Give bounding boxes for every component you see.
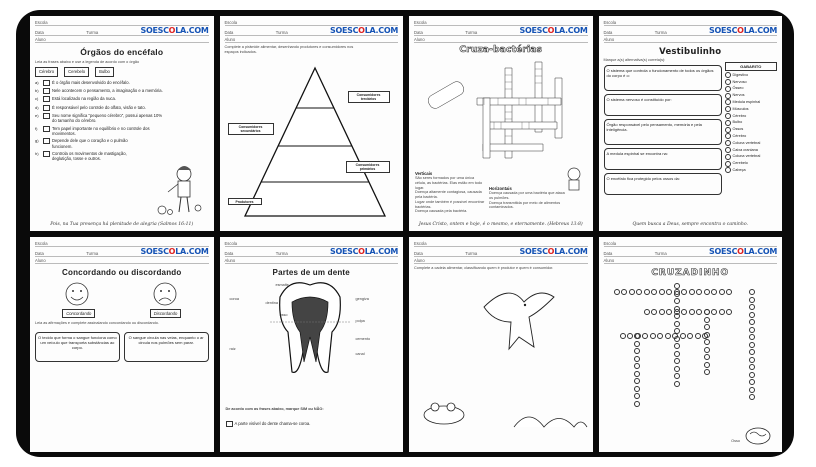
letter-circle[interactable] [621, 289, 627, 295]
letter-circle[interactable] [726, 309, 732, 315]
header-data-turma: Data Turma SOESCOLA.COM [35, 25, 209, 35]
letter-circle[interactable] [636, 289, 642, 295]
header-data-turma: Data Turma SOESCOLA.COM [224, 246, 398, 256]
radio-circle[interactable] [725, 161, 731, 167]
letter-circle[interactable] [704, 289, 710, 295]
letter-circle[interactable] [674, 358, 680, 364]
agree-face-icon [62, 281, 92, 309]
letter-circle[interactable] [644, 289, 650, 295]
label-produtores: Produtores [228, 198, 262, 205]
letter-circle[interactable] [674, 336, 680, 342]
worksheet-partes-dente: Escola Data Turma SOESCOLA.COM Aluno Partes de um dente esmalte dentina gengiva polpa raiz coroa cemento canal osso De acordo com as frases abaixo, marque SIM ou NÃO: A parte visível do dente chama-se coroa. [220, 237, 404, 452]
gabarito-item[interactable]: Músculos [725, 106, 778, 112]
letter-circle[interactable] [659, 309, 665, 315]
label-secundarios: Consumidores secundários [228, 123, 274, 135]
radio-circle[interactable] [725, 154, 731, 160]
answer-box[interactable] [43, 105, 50, 111]
radio-circle[interactable] [725, 127, 731, 133]
answer-box[interactable] [43, 113, 50, 119]
letter-circle[interactable] [704, 317, 710, 323]
question-pill: A medula espinhal se encontra na: [604, 148, 722, 170]
question-pill: Órgão responsável pelo pensamento, memória e pela inteligência. [604, 119, 722, 145]
letter-circle[interactable] [687, 333, 693, 339]
header-escola: Escola [414, 240, 588, 247]
letter-circle[interactable] [749, 297, 755, 303]
kid-illustration [154, 162, 206, 217]
letter-circle[interactable] [634, 393, 640, 399]
letter-circle[interactable] [666, 309, 672, 315]
gabarito-item[interactable]: Nervoso [725, 79, 778, 85]
header-escola: Escola [604, 19, 778, 26]
worksheet-cruza-bacterias: Escola Data Turma SOESCOLA.COM Aluno Cruza-bactérias Verticais São seres formados por uma única célula, as bactérias. Elas estão em todo lugar. Doença altamente contagiosa, causada pela bactéria. Lugar onde também é possível encontrar bactérias. Doença causada pela bactéria. Horizontais Doença causada por uma bactéria que ataca os pulmões. Doença transmitida por meio de alimentos contaminados. Jesus Cristo, ontem e hoje, é o mesmo, e eternamente. (Hebreus 13:8) [409, 16, 593, 231]
answer-box[interactable] [43, 138, 50, 144]
kid-illustration [561, 166, 587, 196]
letter-circle[interactable] [711, 309, 717, 315]
brand-logo: SOESCOLA.COM [330, 246, 398, 256]
plant-illustration [509, 402, 589, 430]
letter-circle[interactable] [704, 309, 710, 315]
radio-circle[interactable] [725, 72, 731, 78]
gabarito-header: GABARITO [725, 62, 778, 71]
letter-circle[interactable] [749, 312, 755, 318]
letter-circle[interactable] [696, 289, 702, 295]
gabarito-item[interactable]: Ósseo [725, 86, 778, 92]
option-cerebelo: Cerebelo [64, 67, 89, 76]
radio-circle[interactable] [725, 120, 731, 126]
question-pill: O encéfalo fica protegido pelos ossos da: [604, 173, 722, 195]
answer-box[interactable] [43, 96, 50, 102]
letter-circle[interactable] [634, 401, 640, 407]
page-title: Cruza-bactérias [459, 45, 543, 55]
question-row: c) Está localizado na região da nuca. [35, 96, 117, 102]
header-data-turma: Data Turma SOESCOLA.COM [224, 25, 398, 35]
footer-verse: Quem busca a Deus, sempre encontra o caminho. [632, 222, 748, 228]
letter-circle[interactable] [651, 289, 657, 295]
answer-box[interactable] [43, 80, 50, 86]
letter-circle[interactable] [674, 328, 680, 334]
header-aluno: Aluno [225, 36, 399, 43]
gabarito-item[interactable]: Caixa craniana [725, 147, 778, 153]
letter-circle[interactable] [704, 324, 710, 330]
header-escola: Escola [35, 240, 209, 247]
letter-circle[interactable] [749, 387, 755, 393]
tf-row: A parte visível do dente chama-se coroa. [226, 421, 311, 427]
letter-circle[interactable] [665, 333, 671, 339]
option-bulbo: Bulbo [95, 67, 114, 76]
letter-circle[interactable] [634, 356, 640, 362]
gabarito-item[interactable]: Bulbo [725, 120, 778, 126]
letter-circle[interactable] [674, 373, 680, 379]
footer-verse: Jesus Cristo, ontem e hoje, é o mesmo, e eternamente. (Hebreus 13:8) [418, 222, 583, 228]
header-data-turma: Data Turma SOESCOLA.COM [414, 25, 588, 35]
question-row: a) É o órgão mais desenvolvido do encéfalo. [35, 79, 130, 85]
letter-circle[interactable] [674, 298, 680, 304]
letter-circle[interactable] [674, 306, 680, 312]
letter-circle[interactable] [711, 289, 717, 295]
radio-circle[interactable] [725, 167, 731, 173]
letter-circle[interactable] [674, 343, 680, 349]
gabarito-item[interactable]: Cabeça [725, 167, 778, 173]
letter-circle[interactable] [749, 372, 755, 378]
letter-circle[interactable] [674, 283, 680, 289]
letter-circle[interactable] [666, 289, 672, 295]
letter-circle[interactable] [704, 362, 710, 368]
letter-circle[interactable] [644, 309, 650, 315]
letter-circle[interactable] [704, 369, 710, 375]
letter-circle[interactable] [749, 394, 755, 400]
question-row: h) Controla os movimentos de mastigação, deglutição, tosse e outros. [35, 151, 127, 162]
letter-circle[interactable] [634, 348, 640, 354]
gabarito-item[interactable]: Ossos [725, 127, 778, 133]
radio-circle[interactable] [725, 93, 731, 99]
radio-circle[interactable] [725, 133, 731, 139]
label-primarios: Consumidores primários [346, 161, 390, 173]
letter-circle[interactable] [651, 309, 657, 315]
letter-circle[interactable] [749, 342, 755, 348]
header-escola: Escola [35, 19, 209, 26]
letter-circle[interactable] [689, 289, 695, 295]
footer-verse: Pois, na Tua presença há plenitude de alegria (Salmos 16:11) [50, 222, 194, 228]
letter-circle[interactable] [726, 289, 732, 295]
letter-circle[interactable] [749, 364, 755, 370]
radio-circle[interactable] [725, 79, 731, 85]
radio-circle[interactable] [725, 113, 731, 119]
header-data-turma: Data Turma SOESCOLA.COM [603, 246, 777, 256]
letter-circle[interactable] [704, 347, 710, 353]
letter-circle[interactable] [634, 386, 640, 392]
letter-circle[interactable] [657, 333, 663, 339]
letter-circle[interactable] [634, 378, 640, 384]
letter-circle[interactable] [681, 289, 687, 295]
letter-circle[interactable] [620, 333, 626, 339]
letter-circle[interactable] [634, 333, 640, 339]
letter-circle[interactable] [634, 371, 640, 377]
page-title: Concordando ou discordando [62, 268, 182, 277]
gabarito-item[interactable]: Nervos [725, 93, 778, 99]
radio-circle[interactable] [725, 86, 731, 92]
header-escola: Escola [414, 19, 588, 26]
header-aluno: Aluno [414, 257, 588, 264]
letter-circle[interactable] [650, 333, 656, 339]
answer-box[interactable] [43, 88, 50, 94]
letter-circle[interactable] [704, 354, 710, 360]
letter-circle[interactable] [704, 332, 710, 338]
letter-circle[interactable] [681, 309, 687, 315]
worksheet-concordando: Escola Data Turma SOESCOLA.COM Aluno Concordando ou discordando Concordando Discordando Leia as afirmações e complete assinalando concordando ou discordando. O tecido que forma o sangue funciona como um veículo que transporta substâncias ao corpo. O sangue circula nas veias, enquanto o ar circula nos pulmões sem parar. [30, 237, 214, 452]
worksheet-piramide-alimentar [220, 16, 404, 231]
label-terciarios: Consumidores terciários [348, 91, 390, 103]
letter-circle[interactable] [695, 333, 701, 339]
letter-circle[interactable] [680, 333, 686, 339]
brand-logo: SOESCOLA.COM [519, 25, 588, 35]
radio-circle[interactable] [725, 106, 731, 112]
header-data-turma: Data Turma SOESCOLA.COM [35, 246, 209, 256]
radio-circle[interactable] [725, 99, 731, 105]
question-row: e) Seu nome significa "pequeno cérebro", possui apenas 10% do tamanho do cérebro. [35, 112, 163, 124]
letter-circle[interactable] [634, 341, 640, 347]
vertical-heading: Verticais [415, 171, 433, 176]
header-aluno: Aluno [604, 257, 778, 264]
instructions: Complete a pirâmide alimentar, desenhando produtores e consumidores nos espaços indicados. [224, 45, 354, 54]
letter-circle[interactable] [719, 309, 725, 315]
food-pyramid [240, 66, 390, 221]
question-row: b) Nele acontecem o pensamento, a imaginação e a memória. [35, 87, 163, 93]
letter-circle[interactable] [704, 339, 710, 345]
disagree-face-icon [150, 281, 180, 309]
letter-circle[interactable] [674, 291, 680, 297]
letter-circle[interactable] [749, 289, 755, 295]
question-row: f) Tem papel importante no equilíbrio e no controle dos movimentos. [35, 125, 150, 136]
letter-circle[interactable] [749, 379, 755, 385]
answer-box[interactable] [226, 421, 233, 427]
worksheet-orgaos-encefalo [30, 16, 214, 231]
radio-circle[interactable] [725, 147, 731, 153]
letter-circle[interactable] [719, 289, 725, 295]
letter-circle[interactable] [614, 289, 620, 295]
brand-logo: SOESCOLA.COM [709, 246, 777, 256]
answer-box[interactable] [43, 151, 50, 157]
crossword-grid [417, 58, 587, 168]
radio-circle[interactable] [725, 140, 731, 146]
question-pill: O sistema nervoso é constituído por: [604, 94, 722, 116]
letter-circle[interactable] [674, 321, 680, 327]
gabarito-item[interactable]: Coluna vertebral [725, 140, 778, 146]
question-pill: O sistema que controla o funcionamento de todos os órgãos do corpo é o: [604, 65, 722, 91]
option-cerebro: Cérebro [35, 67, 58, 76]
letter-circle[interactable] [659, 289, 665, 295]
page-title: Partes de um dente [272, 268, 350, 277]
header-aluno: Aluno [414, 36, 588, 43]
gabarito-item[interactable]: Coluna vertebral [725, 154, 778, 160]
brand-logo: SOESCOLA.COM [519, 246, 588, 256]
eagle-illustration [479, 277, 559, 357]
brand-logo: SOESCOLA.COM [140, 25, 209, 35]
header-aluno: Aluno [35, 257, 209, 264]
worksheet-vestibulinho: Escola Data Turma SOESCOLA.COM Aluno Vestibulinho Marque a(s) alternativa(s) correta(s): O sistema que controla o funcionamento de todos os órgãos do corpo é o: O sistema nervoso é constituído por: Órgão responsável pelo pensamento, memória e pela inteligência. A medula espinhal se encontra na: O encéfalo fica protegido pelos ossos da: GABARITO Digestivo Nervoso Ósseo Nervos Medula espinhal Músculos Cérebro Bulbo Ossos Cérebro Coluna vertebral Caixa craniana Coluna vertebral Cerebelo Cabeça Quem busca a Deus, sempre encontra o caminho. [599, 16, 783, 231]
question-row: g) Depende dele que o coração e o pulmão funcionem. [35, 138, 128, 149]
legend-options [35, 67, 209, 76]
letter-circle[interactable] [749, 349, 755, 355]
letter-circle[interactable] [749, 327, 755, 333]
letter-circle[interactable] [749, 334, 755, 340]
brand-logo: SOESCOLA.COM [709, 25, 777, 35]
letter-circle[interactable] [674, 313, 680, 319]
statement-box: O tecido que forma o sangue funciona como um veículo que transporta substâncias ao corpo. [35, 332, 120, 362]
letter-circle[interactable] [749, 357, 755, 363]
gabarito-item[interactable]: Cérebro [725, 113, 778, 119]
gabarito-item[interactable]: Digestivo [725, 72, 778, 78]
worksheet-cadeia-alimentar: Escola Data Turma SOESCOLA.COM Aluno Complete a cadeia alimentar, classificando quem é produtor e quem é consumidor. [409, 237, 593, 452]
page-title: Órgãos do encéfalo [80, 47, 164, 57]
gabarito-item[interactable]: Cérebro [725, 133, 778, 139]
question-row: d) É responsável pelo controle do olfato, visão e tato. [35, 104, 146, 110]
letter-circle[interactable] [634, 363, 640, 369]
gabarito-list [725, 72, 778, 173]
page-title: Vestibulinho [659, 47, 722, 57]
letter-circle[interactable] [689, 309, 695, 315]
header-escola: Escola [225, 240, 399, 247]
header-aluno: Aluno [604, 36, 778, 43]
worksheet-grid [30, 16, 782, 452]
header-data-turma: Data Turma SOESCOLA.COM [414, 246, 588, 256]
letter-circle[interactable] [627, 333, 633, 339]
tooth-diagram [270, 277, 350, 377]
gabarito-item[interactable]: Medula espinhal [725, 99, 778, 105]
letter-circle[interactable] [674, 351, 680, 357]
header-aluno: Aluno [35, 36, 209, 43]
answer-box[interactable] [43, 126, 50, 132]
gabarito-item[interactable]: Cerebelo [725, 161, 778, 167]
letter-circle[interactable] [674, 366, 680, 372]
instructions: Leia as frases abaixo e use a legenda de acordo com o órgão [35, 59, 140, 64]
brand-logo: SOESCOLA.COM [140, 246, 209, 256]
page-title: CRUZADINHO [651, 268, 730, 278]
horizontal-heading: Horizontais [489, 186, 512, 191]
image-frame [16, 10, 794, 457]
header-escola: Escola [225, 19, 399, 26]
statement-box: O sangue circula nas veias, enquanto o ar circula nos pulmões sem parar. [124, 332, 209, 362]
frog-illustration [419, 397, 469, 427]
letter-circle[interactable] [749, 304, 755, 310]
brain-illustration [744, 426, 772, 446]
letter-circle[interactable] [642, 333, 648, 339]
header-data-turma: Data Turma SOESCOLA.COM [603, 25, 777, 35]
letter-circle[interactable] [749, 319, 755, 325]
header-escola: Escola [604, 240, 778, 247]
header-aluno: Aluno [225, 257, 399, 264]
worksheet-cruzadinho: Escola Data Turma SOESCOLA.COM Aluno CRUZADINHO Osso [599, 237, 783, 452]
brand-logo: SOESCOLA.COM [330, 25, 398, 35]
letter-circle[interactable] [696, 309, 702, 315]
letter-circle[interactable] [674, 381, 680, 387]
circle-crossword [604, 283, 778, 433]
letter-circle[interactable] [629, 289, 635, 295]
